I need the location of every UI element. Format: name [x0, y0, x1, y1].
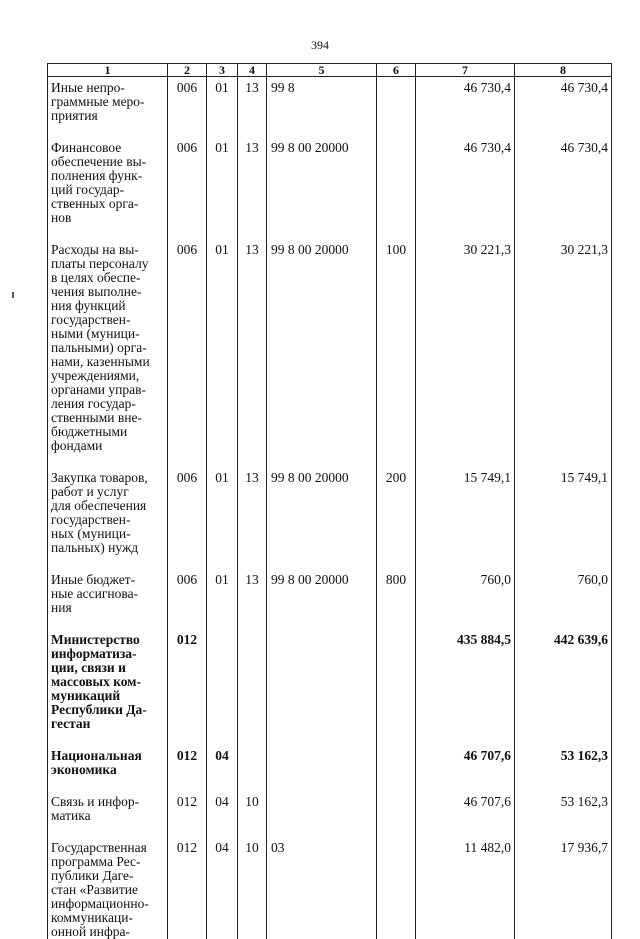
row-name-cell: Расходы на вы- платы персоналу в целях обеспе- чения выполне- ния функций государствен- ными (муници- пальными) орга- нами, казенными учреждениями, органами управ- ления государ- ственными вне- бюджетными фондами [48, 239, 168, 467]
expense-type-cell: 200 [377, 467, 416, 569]
column-header: 6 [377, 64, 416, 77]
column-header: 7 [416, 64, 515, 77]
expense-type-cell: 100 [377, 239, 416, 467]
target-article-cell [267, 791, 377, 837]
amount-year2-cell: 760,0 [515, 569, 612, 629]
admin-code-cell: 006 [168, 467, 207, 569]
section-cell: 01 [207, 569, 238, 629]
column-header: 3 [207, 64, 238, 77]
target-article-cell: 99 8 00 20000 [267, 137, 377, 239]
row-name-cell: Иные бюджет- ные ассигнова- ния [48, 569, 168, 629]
section-cell: 04 [207, 791, 238, 837]
subsection-cell: 13 [238, 77, 267, 138]
row-name-cell: Иные непро- граммные меро- приятия [48, 77, 168, 138]
scan-mark [12, 292, 14, 298]
table-row [48, 791, 612, 837]
expense-type-cell [377, 745, 416, 791]
admin-code-cell: 012 [168, 629, 207, 745]
table-row [48, 77, 612, 138]
amount-year2-cell: 53 162,3 [515, 791, 612, 837]
subsection-cell: 13 [238, 137, 267, 239]
target-article-cell [267, 745, 377, 791]
amount-year1-cell: 46 707,6 [416, 791, 515, 837]
admin-code-cell: 006 [168, 137, 207, 239]
admin-code-cell: 006 [168, 77, 207, 138]
amount-year1-cell: 760,0 [416, 569, 515, 629]
page-number: 394 [311, 38, 329, 52]
amount-year1-cell: 435 884,5 [416, 629, 515, 745]
admin-code-cell: 012 [168, 837, 207, 939]
row-name-cell: Государственная программа Рес- публики Даге- стан «Развитие информационно- коммуникаци- онной инфра- [48, 837, 168, 939]
amount-year2-cell: 30 221,3 [515, 239, 612, 467]
subsection-cell: 10 [238, 791, 267, 837]
amount-year2-cell: 442 639,6 [515, 629, 612, 745]
expense-type-cell [377, 77, 416, 138]
admin-code-cell: 006 [168, 239, 207, 467]
subsection-cell: 13 [238, 467, 267, 569]
expense-type-cell: 800 [377, 569, 416, 629]
column-header: 8 [515, 64, 612, 77]
table-row [48, 629, 612, 745]
column-header: 5 [267, 64, 377, 77]
expense-type-cell [377, 837, 416, 939]
column-header: 2 [168, 64, 207, 77]
section-cell [207, 629, 238, 745]
subsection-cell: 10 [238, 837, 267, 939]
amount-year2-cell: 53 162,3 [515, 745, 612, 791]
row-name-cell: Министерство информатиза- ции, связи и массовых ком- муникаций Республики Да- гестан [48, 629, 168, 745]
table-row [48, 837, 612, 939]
expense-type-cell [377, 791, 416, 837]
row-name-cell: Закупка товаров, работ и услуг для обеспечения государствен- ных (муници- пальных) нужд [48, 467, 168, 569]
amount-year1-cell: 46 730,4 [416, 137, 515, 239]
amount-year1-cell: 15 749,1 [416, 467, 515, 569]
expense-type-cell [377, 137, 416, 239]
amount-year2-cell: 15 749,1 [515, 467, 612, 569]
row-name-cell: Связь и инфор- матика [48, 791, 168, 837]
table-header-row [48, 64, 612, 77]
section-cell: 04 [207, 745, 238, 791]
amount-year2-cell: 17 936,7 [515, 837, 612, 939]
section-cell: 01 [207, 137, 238, 239]
expense-type-cell [377, 629, 416, 745]
table-row [48, 467, 612, 569]
subsection-cell [238, 745, 267, 791]
row-name-cell: Национальная экономика [48, 745, 168, 791]
table-row [48, 569, 612, 629]
section-cell: 01 [207, 467, 238, 569]
target-article-cell: 03 [267, 837, 377, 939]
amount-year1-cell: 30 221,3 [416, 239, 515, 467]
target-article-cell: 99 8 00 20000 [267, 569, 377, 629]
table-row [48, 745, 612, 791]
target-article-cell: 99 8 [267, 77, 377, 138]
admin-code-cell: 012 [168, 745, 207, 791]
amount-year1-cell: 46 707,6 [416, 745, 515, 791]
column-header: 1 [48, 64, 168, 77]
section-cell: 01 [207, 77, 238, 138]
section-cell: 01 [207, 239, 238, 467]
target-article-cell: 99 8 00 20000 [267, 467, 377, 569]
amount-year2-cell: 46 730,4 [515, 77, 612, 138]
target-article-cell: 99 8 00 20000 [267, 239, 377, 467]
budget-table [47, 63, 612, 939]
amount-year1-cell: 11 482,0 [416, 837, 515, 939]
row-name-cell: Финансовое обеспечение вы- полнения функ- ций государ- ственных орга- нов [48, 137, 168, 239]
subsection-cell: 13 [238, 239, 267, 467]
table-row [48, 239, 612, 467]
subsection-cell [238, 629, 267, 745]
subsection-cell: 13 [238, 569, 267, 629]
admin-code-cell: 012 [168, 791, 207, 837]
target-article-cell [267, 629, 377, 745]
table-row [48, 137, 612, 239]
column-header: 4 [238, 64, 267, 77]
amount-year1-cell: 46 730,4 [416, 77, 515, 138]
admin-code-cell: 006 [168, 569, 207, 629]
amount-year2-cell: 46 730,4 [515, 137, 612, 239]
section-cell: 04 [207, 837, 238, 939]
